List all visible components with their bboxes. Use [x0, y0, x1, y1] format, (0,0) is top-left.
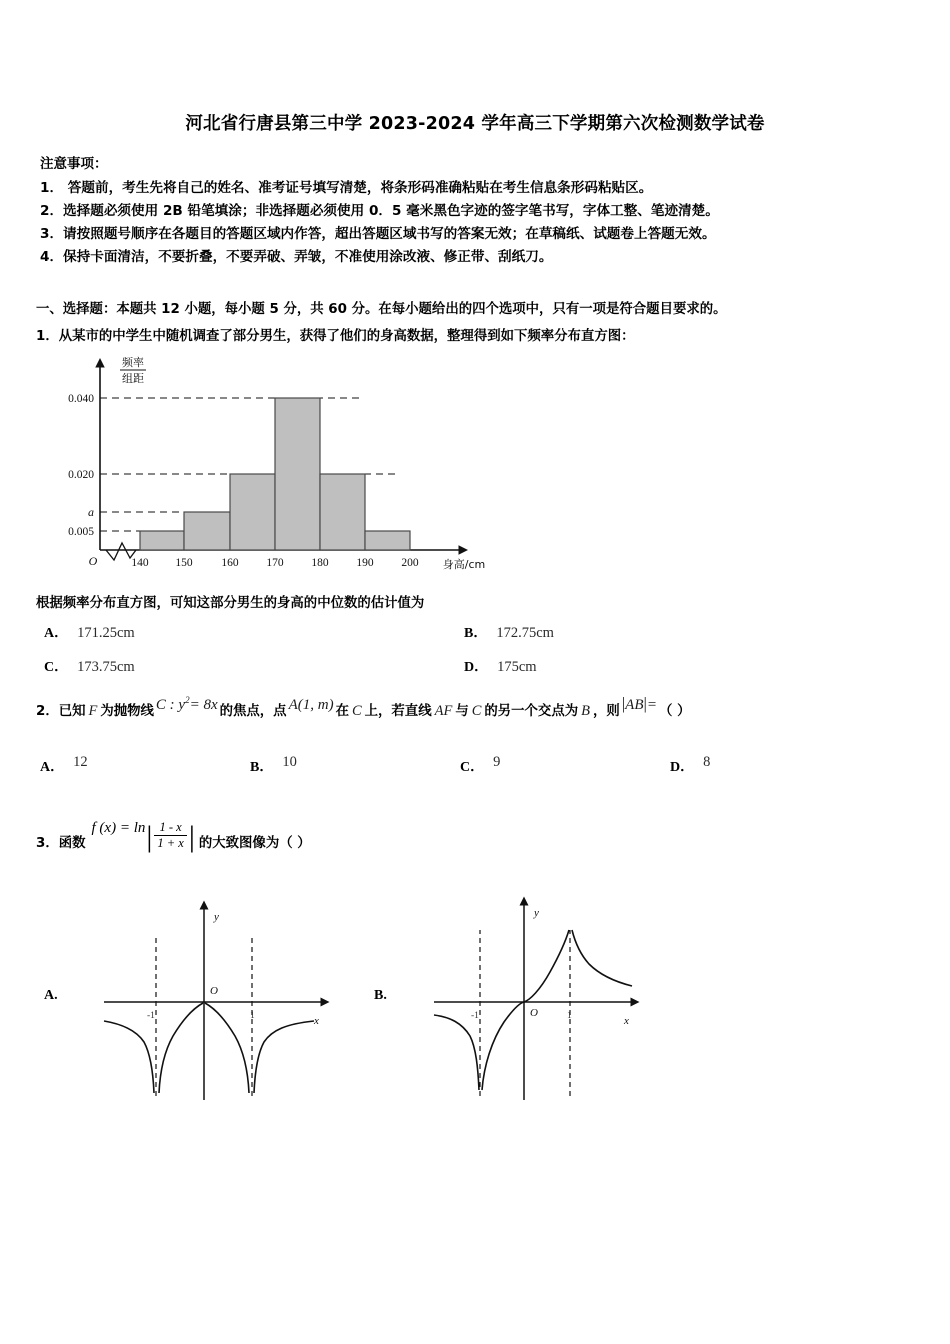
graph-B-tick-left: -1 — [471, 1011, 479, 1021]
graph-A-y-label: y — [214, 911, 219, 923]
option-2-C-letter: C． — [460, 760, 485, 775]
notice-item-4: 4．保持卡面清洁，不要折叠，不要弄破、弄皱，不准使用涂改液、修正带、刮纸刀。 — [40, 249, 553, 265]
option-2-A-text: 12 — [73, 754, 88, 770]
question-2-curve: C : $y^2= 8x$ — [155, 695, 218, 713]
graph-A-branch-2 — [159, 1003, 203, 1093]
option-1-A[interactable] — [44, 622, 464, 642]
graph-B-y-label: y — [534, 907, 539, 919]
question-2-var-B: B — [581, 703, 590, 719]
question-2-part-1: 已知 — [58, 704, 86, 719]
question-2-part-5: 上，若直线 — [364, 704, 432, 719]
graph-A-branch-1 — [104, 1021, 154, 1093]
option-1-C[interactable] — [44, 656, 464, 676]
question-2-abs-AB: |AB|= — [621, 694, 658, 713]
graph-A-tick-right: 1 — [250, 1011, 255, 1021]
option-2-D-letter: D． — [670, 760, 695, 775]
abs-bar-open-icon: | — [146, 820, 153, 854]
section-heading: 一、选择题：本题共 12 小题，每小题 5 分，共 60 分。在每小题给出的四个选项中，只有一项是符合题目要求的。 — [36, 302, 727, 317]
option-1-A-letter: A． — [44, 626, 69, 641]
xtick-label-4: 180 — [311, 557, 329, 569]
question-1-options-row-2 — [44, 656, 884, 676]
page-title: 河北省行唐县第三中学 2023-2024 学年高三下学期第六次检测数学试卷 — [185, 114, 765, 134]
question-2-var-F: F — [88, 703, 98, 719]
question-2-part-4: 在 — [335, 704, 349, 719]
question-2-part-2: 为抛物线 — [100, 704, 154, 719]
graph-A-tick-left: -1 — [147, 1011, 155, 1021]
question-3-pre-text: 函数 — [58, 836, 86, 852]
option-2-B-letter: B． — [250, 760, 274, 775]
question-1-stem — [36, 325, 926, 344]
ytick-label-0: 0.040 — [68, 393, 94, 405]
graph-B-branch-2 — [482, 930, 569, 1090]
graph-B-branch-3 — [572, 930, 632, 986]
question-2-part-7: 的另一个交点为 — [484, 704, 579, 719]
y-axis-title-denominator: 组距 — [122, 372, 144, 385]
ytick-label-3: 0.005 — [68, 526, 94, 538]
ytick-label-2: a — [88, 505, 94, 519]
notice-heading: 注意事项： — [40, 156, 108, 172]
question-2-var-C2: C — [471, 703, 482, 719]
bar-160-170 — [230, 474, 275, 550]
option-3-B[interactable] — [370, 890, 700, 1120]
question-3-function-name: f (x) = ln — [91, 820, 146, 837]
question-1-options — [44, 622, 884, 690]
question-3-option-graphs — [0, 890, 950, 1130]
graph-B-svg — [404, 890, 694, 1115]
option-3-A[interactable] — [40, 890, 370, 1120]
option-1-A-text: 171.25cm — [77, 625, 135, 641]
question-3-post-text: 的大致图像为（ ） — [198, 836, 311, 852]
histogram-svg — [60, 352, 500, 577]
graph-B-x-label: x — [624, 1015, 629, 1027]
question-2-number: 2． — [36, 704, 59, 719]
question-2-options — [40, 756, 880, 790]
x-axis-title: 身高/cm — [442, 558, 486, 571]
question-2-var-C1: C — [351, 703, 362, 719]
option-2-B[interactable] — [250, 756, 460, 776]
xtick-label-2: 160 — [221, 557, 239, 569]
question-3-fraction-denominator: 1 + x — [154, 835, 186, 851]
question-2-point-A: A(1, m) — [288, 697, 334, 713]
question-2-options-row — [40, 756, 880, 776]
xtick-label-3: 170 — [266, 557, 284, 569]
bar-180-190 — [320, 474, 365, 550]
y-axis-title-numerator: 频率 — [122, 356, 144, 369]
question-3-fraction-numerator: 1 - x — [159, 820, 182, 834]
option-1-B-letter: B． — [464, 626, 488, 641]
ytick-label-1: 0.020 — [68, 469, 94, 481]
question-2-part-3: 的焦点，点 — [219, 704, 287, 719]
option-1-D-letter: D． — [464, 660, 489, 675]
question-2-part-6: 与 — [455, 704, 469, 719]
question-3-number: 3． — [36, 836, 59, 852]
notice-block — [40, 152, 915, 269]
frequency-histogram — [60, 352, 500, 577]
option-1-C-letter: C． — [44, 660, 69, 675]
question-3-stem — [36, 820, 311, 852]
option-1-B-text: 172.75cm — [496, 625, 554, 641]
bar-190-200 — [365, 531, 410, 550]
xtick-label-1: 150 — [175, 557, 193, 569]
graph-A-branch-3 — [205, 1003, 249, 1093]
option-2-C-text: 9 — [493, 754, 501, 770]
question-1-stem-text: 从某市的中学生中随机调查了部分男生，获得了他们的身高数据，整理得到如下频率分布直方图： — [58, 329, 635, 344]
option-1-D-text: 175cm — [497, 659, 537, 675]
graph-A-svg — [74, 890, 364, 1115]
graph-B-origin-label: O — [530, 1007, 538, 1019]
question-2-answer-paren: （ ） — [659, 704, 691, 719]
graph-B-branch-1 — [434, 1015, 479, 1090]
option-2-C[interactable] — [460, 756, 670, 776]
question-2-part-8: ，则 — [592, 704, 620, 719]
question-1-ask: 根据频率分布直方图，可知这部分男生的身高的中位数的估计值为 — [36, 596, 425, 611]
graph-A-origin-label: O — [210, 985, 218, 997]
bar-170-180 — [275, 398, 320, 550]
option-2-D-text: 8 — [703, 754, 711, 770]
question-3-fraction — [154, 820, 186, 852]
option-2-D[interactable] — [670, 756, 880, 776]
question-1-options-row-1 — [44, 622, 884, 642]
abs-bar-close-icon: | — [188, 820, 195, 854]
xtick-label-6: 200 — [401, 557, 419, 569]
option-2-A[interactable] — [40, 756, 250, 776]
xtick-label-0: 140 — [131, 557, 149, 569]
origin-label: O — [88, 554, 98, 568]
option-1-C-text: 173.75cm — [77, 659, 135, 675]
notice-item-2: 2．选择题必须使用 2B 铅笔填涂；非选择题必须使用 0．5 毫米黑色字迹的签字笔书写，字体工整、笔迹清楚。 — [40, 203, 719, 219]
xtick-label-5: 190 — [356, 557, 374, 569]
graph-A-x-label: x — [314, 1015, 319, 1027]
graph-A-branch-4 — [254, 1021, 314, 1093]
option-3-A-letter: A. — [44, 988, 58, 1003]
graph-B-tick-right: 1 — [567, 1011, 572, 1021]
question-2-segment-AF: AF — [434, 703, 453, 719]
option-1-D[interactable] — [464, 656, 884, 676]
bar-140-150 — [140, 531, 184, 550]
option-3-B-letter: B. — [374, 988, 387, 1003]
option-1-B[interactable] — [464, 622, 884, 642]
notice-item-1: 1． 答题前，考生先将自己的姓名、准考证号填写清楚，将条形码准确粘贴在考生信息条形码粘贴区。 — [40, 180, 653, 196]
option-2-B-text: 10 — [282, 754, 297, 770]
option-2-A-letter: A． — [40, 760, 65, 775]
question-2-stem — [36, 694, 936, 720]
notice-item-3: 3．请按照题号顺序在各题目的答题区域内作答，超出答题区域书写的答案无效；在草稿纸、试题卷上答题无效。 — [40, 226, 716, 242]
bar-150-160 — [184, 512, 230, 550]
question-1-number: 1． — [36, 329, 59, 344]
